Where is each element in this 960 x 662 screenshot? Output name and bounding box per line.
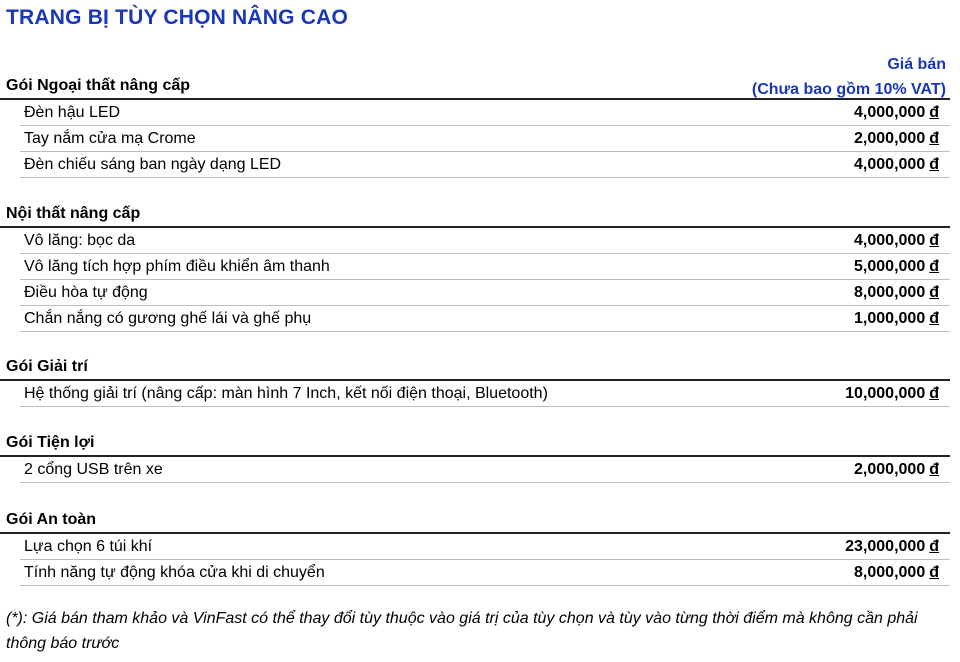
price-header-note: (Chưa bao gồm 10% VAT) xyxy=(751,81,946,98)
section-title: Gói Tiện lợi xyxy=(0,431,950,457)
section-title: Gói Giải trí xyxy=(0,355,950,381)
item-name: Vô lăng: bọc da xyxy=(24,231,136,249)
table-row xyxy=(20,254,950,280)
table-row xyxy=(20,381,950,407)
page-title: TRANG BỊ TÙY CHỌN NÂNG CAO xyxy=(6,6,348,29)
item-name: 2 cổng USB trên xe xyxy=(24,460,163,478)
table-row xyxy=(20,560,950,586)
item-name: Hệ thống giải trí (nâng cấp: màn hình 7 Inch, kết nối điện thoại, Bluetooth) xyxy=(24,384,548,402)
item-name: Lựa chọn 6 túi khí xyxy=(24,537,153,555)
section-safety xyxy=(0,508,950,586)
table-row xyxy=(20,152,950,178)
currency-symbol: đ xyxy=(929,257,939,275)
currency-symbol: đ xyxy=(929,309,939,327)
item-price: 23,000,000 đ xyxy=(845,537,939,555)
price-header-label: Giá bán xyxy=(887,56,946,73)
section-title: Gói An toàn xyxy=(0,508,950,534)
currency-symbol: đ xyxy=(929,103,939,121)
item-price: 2,000,000 đ xyxy=(854,129,939,147)
item-name: Vô lăng tích hợp phím điều khiển âm thanh xyxy=(24,257,330,275)
currency-symbol: đ xyxy=(929,283,939,301)
item-name: Điều hòa tự động xyxy=(24,283,148,301)
table-row xyxy=(20,126,950,152)
currency-symbol: đ xyxy=(929,460,939,478)
currency-symbol: đ xyxy=(929,384,939,402)
table-row xyxy=(20,306,950,332)
item-name: Tính năng tự động khóa cửa khi di chuyển xyxy=(24,563,325,581)
item-name: Đèn chiếu sáng ban ngày dạng LED xyxy=(24,155,282,173)
section-title: Gói Ngoại thất nâng cấp xyxy=(0,74,950,100)
section-interior xyxy=(0,202,950,332)
item-price: 2,000,000 đ xyxy=(854,460,939,478)
item-price: 5,000,000 đ xyxy=(854,257,939,275)
table-row xyxy=(20,534,950,560)
footnote: (*): Giá bán tham khảo và VinFast có thể thay đổi tùy thuộc vào giá trị của tùy chọn và tùy vào từng thời điểm mà không cần phải thông báo trước xyxy=(6,610,918,652)
item-name: Chắn nắng có gương ghế lái và ghế phụ xyxy=(24,309,312,327)
currency-symbol: đ xyxy=(929,563,939,581)
currency-symbol: đ xyxy=(929,231,939,249)
item-price: 10,000,000 đ xyxy=(845,384,939,402)
item-name: Đèn hậu LED xyxy=(24,103,121,121)
section-title: Nội thất nâng cấp xyxy=(0,202,950,228)
section-entertainment xyxy=(0,355,950,407)
currency-symbol: đ xyxy=(929,537,939,555)
section-convenience xyxy=(0,431,950,483)
table-row xyxy=(20,100,950,126)
item-price: 4,000,000 đ xyxy=(854,155,939,173)
item-price: 1,000,000 đ xyxy=(854,309,939,327)
item-price: 4,000,000 đ xyxy=(854,231,939,249)
item-price: 4,000,000 đ xyxy=(854,103,939,121)
table-row xyxy=(20,280,950,306)
section-exterior xyxy=(0,74,950,178)
item-price: 8,000,000 đ xyxy=(854,563,939,581)
item-name: Tay nắm cửa mạ Crome xyxy=(24,129,196,147)
table-row xyxy=(20,457,950,483)
table-row xyxy=(20,228,950,254)
currency-symbol: đ xyxy=(929,129,939,147)
item-price: 8,000,000 đ xyxy=(854,283,939,301)
currency-symbol: đ xyxy=(929,155,939,173)
